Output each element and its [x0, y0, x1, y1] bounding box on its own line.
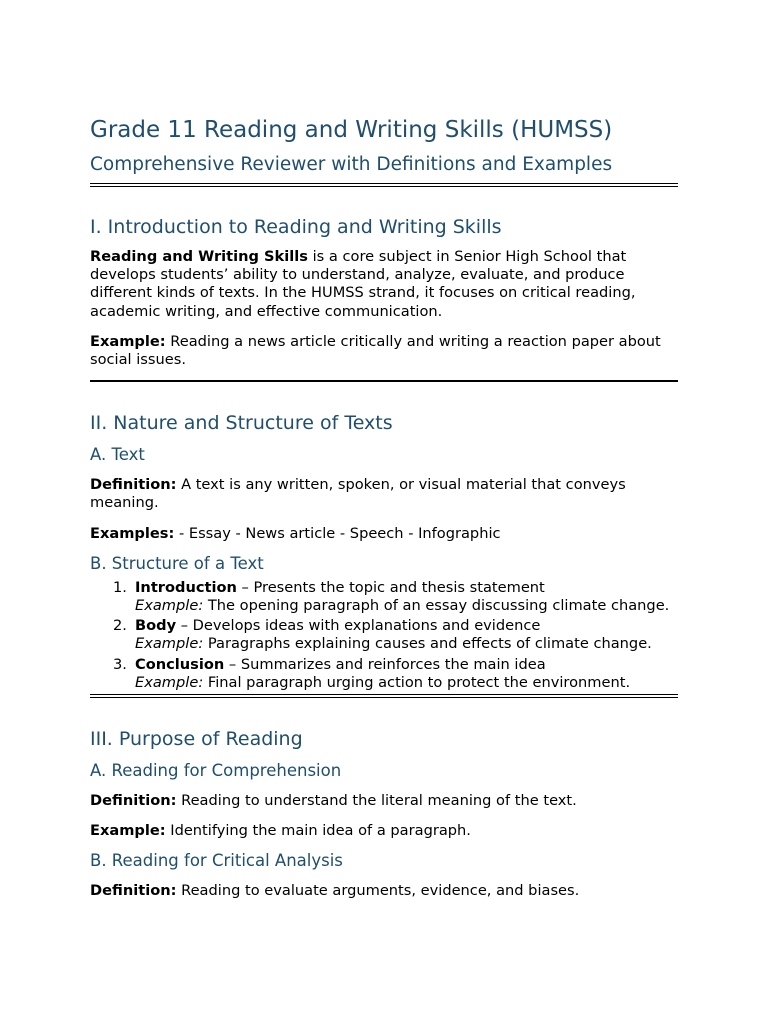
text-definition	[90, 476, 678, 512]
intro-text: is a core subject in Senior High School that develops students’ ability to understand, analyze, evaluate, and produce different kinds of texts. In the HUMSS strand, it focuses on critical reading, academic writing, and effective communication.	[90, 248, 636, 320]
definition-label: Definition:	[90, 792, 177, 810]
definition-text: Reading to evaluate arguments, evidence, and biases.	[176, 882, 580, 900]
list-example-text: Final paragraph urging action to protect the environment.	[203, 673, 631, 691]
document-subtitle: Comprehensive Reviewer with Definitions and Examples	[90, 154, 613, 175]
definition-text: A text is any written, spoken, or visual material that conveys meaning.	[90, 476, 626, 512]
list-example-text: Paragraphs explaining causes and effects of climate change.	[203, 635, 652, 653]
text-examples	[90, 525, 678, 543]
list-number: 1.	[113, 578, 127, 596]
intro-example	[90, 333, 678, 369]
definition-label: Definition:	[90, 882, 177, 900]
list-item	[90, 617, 678, 653]
examples-label: Examples:	[90, 524, 175, 542]
list-desc: – Develops ideas with explanations and evidence	[176, 617, 541, 635]
section-divider	[90, 380, 678, 382]
list-term: Conclusion	[135, 655, 225, 673]
section-divider	[90, 694, 678, 698]
comprehension-example	[90, 822, 678, 840]
critical-analysis-definition	[90, 882, 678, 900]
list-number: 2.	[113, 617, 127, 635]
structure-list	[90, 579, 678, 692]
list-item	[90, 579, 678, 615]
example-text: Reading a news article critically and writing a reaction paper about social issues.	[90, 332, 661, 369]
list-term: Body	[135, 617, 177, 635]
subsection-heading-critical-analysis: B. Reading for Critical Analysis	[90, 851, 343, 871]
subsection-heading-comprehension: A. Reading for Comprehension	[90, 761, 342, 781]
list-number: 3.	[113, 655, 127, 673]
list-example-label: Example:	[135, 597, 204, 615]
list-term: Introduction	[135, 578, 237, 596]
list-desc: – Presents the topic and thesis statement	[236, 578, 545, 596]
subsection-heading-structure: B. Structure of a Text	[90, 553, 264, 573]
document-content	[90, 114, 678, 901]
list-item	[90, 656, 678, 692]
list-example-label: Example:	[135, 673, 204, 691]
list-desc: – Summarizes and reinforces the main idea	[224, 655, 546, 673]
definition-label: Definition:	[90, 476, 177, 494]
list-example-label: Example:	[135, 635, 204, 653]
example-label: Example:	[90, 332, 166, 350]
title-divider	[90, 183, 678, 187]
section-heading-introduction: I. Introduction to Reading and Writing Skills	[90, 216, 502, 238]
section-heading-nature-structure: II. Nature and Structure of Texts	[90, 412, 393, 435]
document-title: Grade 11 Reading and Writing Skills (HUMSS)	[90, 117, 613, 143]
subsection-heading-text: A. Text	[90, 445, 145, 465]
example-text: Identifying the main idea of a paragraph.	[165, 822, 471, 840]
examples-text: - Essay - News article - Speech - Infographic	[174, 524, 501, 542]
definition-text: Reading to understand the literal meaning of the text.	[176, 792, 577, 810]
example-label: Example:	[90, 822, 166, 840]
intro-bold-term: Reading and Writing Skills	[90, 248, 308, 265]
list-example-text: The opening paragraph of an essay discussing climate change.	[203, 597, 670, 615]
section-heading-purpose-reading: III. Purpose of Reading	[90, 728, 303, 751]
intro-paragraph	[90, 248, 678, 321]
comprehension-definition	[90, 792, 678, 810]
